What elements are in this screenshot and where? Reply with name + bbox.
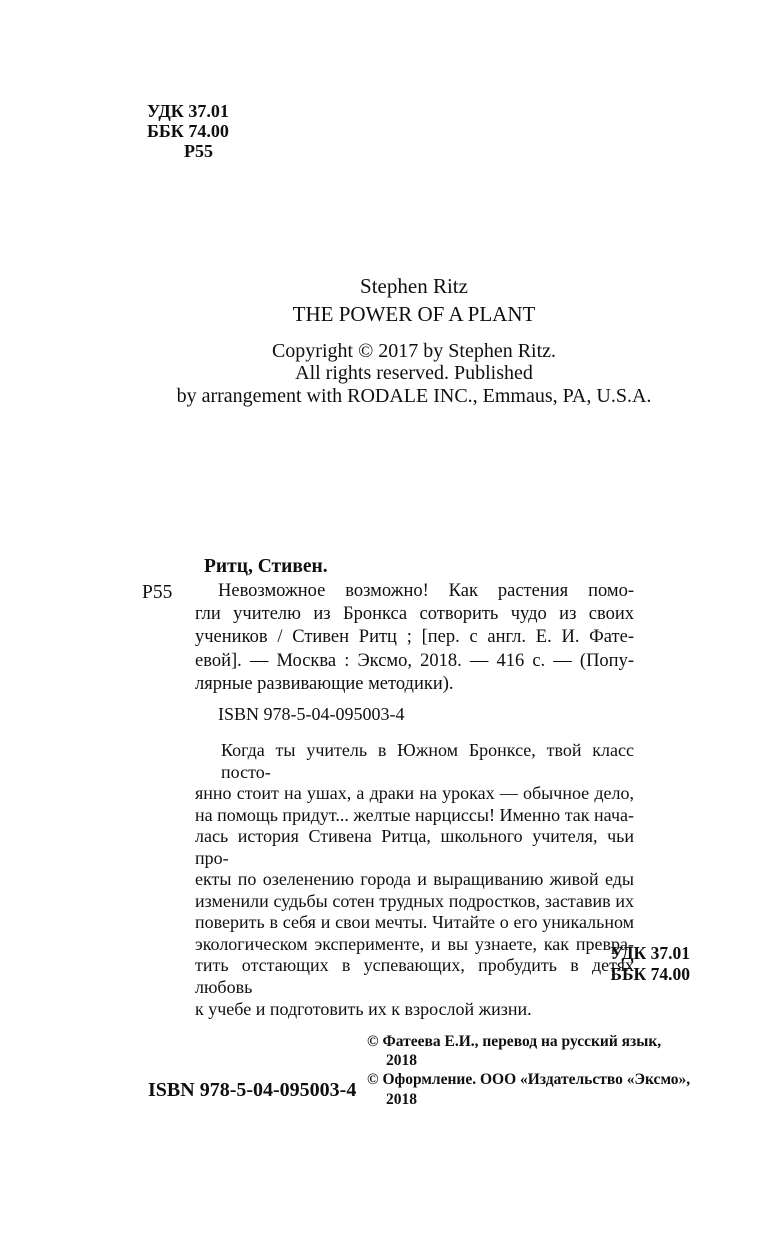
annotation-line: изменили судьбы сотен трудных подростков, заставив их [195,890,634,911]
annotation-line: Когда ты учитель в Южном Бронксе, твой класс посто- [221,740,634,782]
annotation-line: екты по озеленению города и выращиванию живой еды [195,869,634,890]
catalog-entry-line: учеников / Стивен Ритц ; [пер. с англ. Е. И. Фате- [195,627,634,648]
catalog-margin-code: Р55 [142,582,173,603]
book-original-title: THE POWER OF A PLANT [292,302,536,326]
annotation-line: экологическом эксперименте, и вы узнаете, как превра- [195,933,634,954]
translation-copyright: © Фатеева Е.И., перевод на русский язык, [367,1033,662,1050]
udk-code: УДК 37.01 [147,101,229,121]
catalog-author-heading: Ритц, Стивен. [204,556,328,577]
original-copyright-block [64,340,764,407]
bbk-code: ББК 74.00 [610,963,690,984]
design-copyright: © Оформление. ООО «Издательство «Эксмо», [367,1071,691,1089]
annotation-line: поверить в себя и свои мечты. Читайте о его уникальном [195,912,634,933]
top-catalog-codes [147,101,229,161]
udk-code: УДК 37.01 [610,943,690,963]
isbn-label: ISBN 978-5-04-095003-4 [218,704,405,724]
annotation-line: к учебе и подготовить их к взрослой жизни. [195,998,532,1019]
author-sign-code: Р55 [184,141,213,161]
catalog-entry-line: Невозможное возможно! Как растения помо- [218,581,634,601]
footer-copyrights [367,1032,698,1109]
annotation-line: лась история Стивена Ритца, школьного учителя, чьи про- [195,826,634,868]
bottom-catalog-codes [610,943,690,984]
catalog-entry-line: гли учителю из Бронкса сотворить чудо из своих [195,604,634,625]
annotation [195,740,634,1020]
year-label: 2018 [386,1052,417,1070]
annotation-line: на помощь придут... желтые нарциссы! Именно так нача- [195,804,634,825]
copyright-line: by arrangement with RODALE INC., Emmaus, PA, U.S.A. [176,384,652,407]
annotation-line: тить отстающих в успевающих, пробудить в детях любовь [195,955,634,998]
book-author: Stephen Ritz [360,274,468,298]
annotation-line: янно стоит на ушах, а драки на уроках — обычное дело, [195,783,634,804]
copyright-line: All rights reserved. Published [295,362,533,385]
bbk-code: ББК 74.00 [147,121,229,141]
catalog-entry-line: лярные развивающие методики). [195,673,454,694]
catalog-entry-line: евой]. — Москва : Эксмо, 2018. — 416 с. — (Попу- [195,650,634,671]
original-title-block [64,272,764,328]
catalog-entry [195,580,634,696]
copyright-line: Copyright © 2017 by Stephen Ritz. [271,340,557,362]
footer-isbn: ISBN 978-5-04-095003-4 [148,1079,357,1101]
year-label: 2018 [386,1090,417,1108]
